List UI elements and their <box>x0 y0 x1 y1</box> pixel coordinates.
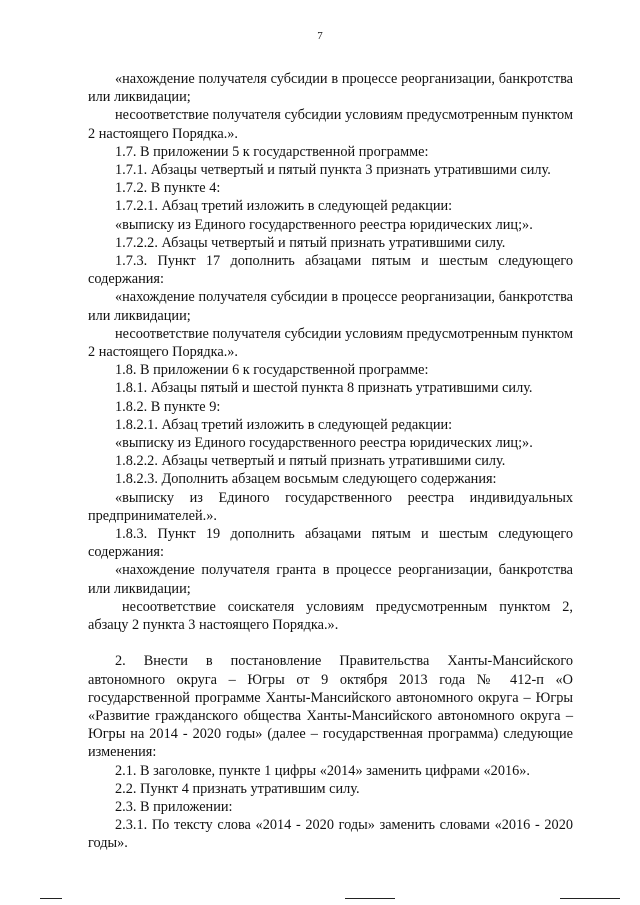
paragraph: 1.8. В приложении 6 к государственной программе: <box>115 362 429 379</box>
scan-edge-mark <box>345 898 395 899</box>
paragraph: 2.2. Пункт 4 признать утратившим силу. <box>115 780 360 797</box>
paragraph: несоответствие соискателя условиям предусмотренным пунктом 2, абзацу 2 пункта 3 настоящего Порядка.». <box>88 598 573 634</box>
paragraph: 1.8.1. Абзацы пятый и шестой пункта 8 признать утратившими силу. <box>115 380 533 397</box>
document-body <box>88 70 573 853</box>
paragraph: 1.7.2. В пункте 4: <box>115 180 221 197</box>
paragraph: 1.7.2.1. Абзац третий изложить в следующей редакции: <box>115 198 453 215</box>
paragraph: 1.7. В приложении 5 к государственной программе: <box>115 143 429 160</box>
paragraph: 1.8.2.2. Абзацы четвертый и пятый признать утратившими силу. <box>115 453 506 470</box>
paragraph: несоответствие получателя субсидии условиям предусмотренным пунктом 2 настоящего Порядка.». <box>88 325 573 361</box>
paragraph: 2.3.1. По тексту слова «2014 - 2020 годы» заменить словами «2016 - 2020 годы». <box>88 817 573 852</box>
paragraph: 1.7.3. Пункт 17 дополнить абзацами пятым и шестым следующего содержания: <box>88 253 573 288</box>
paragraph: 1.8.2.1. Абзац третий изложить в следующей редакции: <box>115 416 453 433</box>
paragraph: 2.1. В заголовке, пункте 1 цифры «2014» заменить цифрами «2016». <box>115 762 530 779</box>
paragraph: 1.7.2.2. Абзацы четвертый и пятый признать утратившими силу. <box>115 234 506 251</box>
paragraph: 1.8.3. Пункт 19 дополнить абзацами пятым и шестым следующего содержания: <box>88 526 573 561</box>
paragraph: «выписку из Единого государственного реестра индивидуальных предпринимателей.». <box>88 489 573 524</box>
paragraph: несоответствие получателя субсидии условиям предусмотренным пунктом 2 настоящего Порядка.». <box>88 107 573 142</box>
scan-edge-mark <box>40 898 62 899</box>
page-number: 7 <box>317 30 323 42</box>
paragraph: 2. Внести в постановление Правительства Ханты-Мансийского автономного округа – Югры от 9 октября 2013 года № 412-п «О государственной программе Ханты-Мансийского автономного округа – Югры «Развитие гражданского общества Ханты-Мансийского автономного округа – Югры на 2014 - 2020 годы» (далее – государственная программа) следующие изменения: <box>88 653 573 761</box>
paragraph: 1.7.1. Абзацы четвертый и пятый пункта 3 признать утратившими силу. <box>115 162 551 179</box>
scan-edge-mark <box>560 898 620 899</box>
paragraph: «нахождение получателя гранта в процессе реорганизации, банкротства или ликвидации; <box>88 562 573 597</box>
paragraph: «нахождение получателя субсидии в процессе реорганизации, банкротства или ликвидации; <box>88 289 573 324</box>
paragraph: 1.8.2.3. Дополнить абзацем восьмым следующего содержания: <box>115 471 497 488</box>
paragraph: 2.3. В приложении: <box>115 798 233 815</box>
paragraph: «нахождение получателя субсидии в процессе реорганизации, банкротства или ликвидации; <box>88 71 573 106</box>
paragraph: 1.8.2. В пункте 9: <box>115 398 221 415</box>
paragraph: «выписку из Единого государственного реестра юридических лиц;». <box>115 435 533 452</box>
paragraph: «выписку из Единого государственного реестра юридических лиц;». <box>115 216 533 233</box>
